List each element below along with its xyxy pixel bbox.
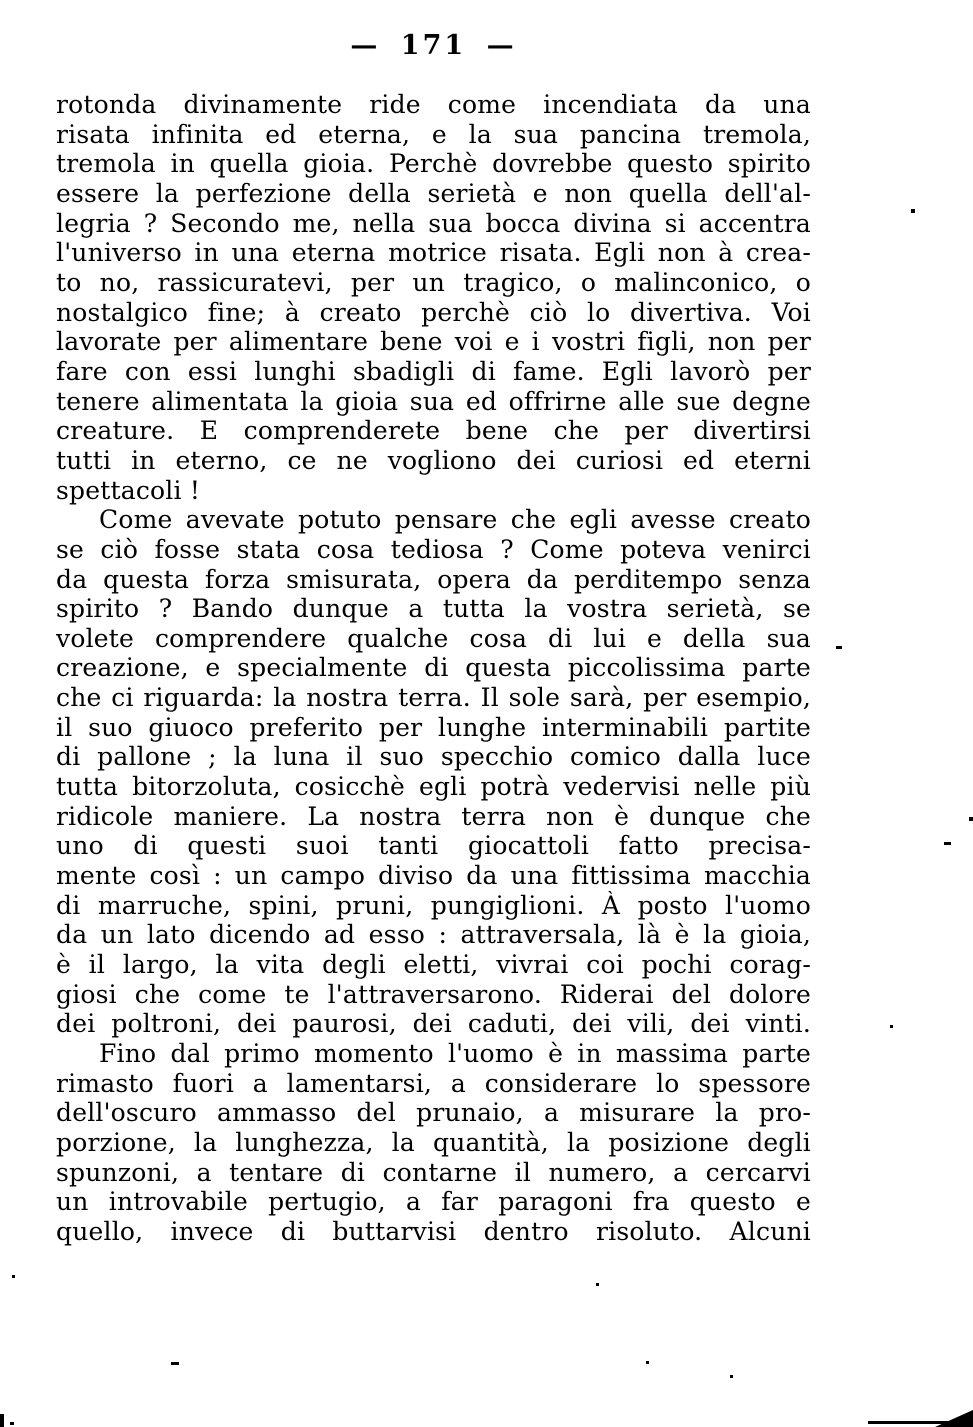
- text-line: spunzoni, a tentare di contarne il numero, a cercarvi: [56, 1157, 811, 1187]
- scan-artifact-bottom-line: [868, 1421, 973, 1424]
- scan-artifact-left-corner-dot: [10, 1422, 14, 1425]
- text-line: mente così : un campo diviso da una fittissima macchia: [56, 861, 811, 891]
- scan-artifact-speck: [596, 1283, 599, 1286]
- text-line: porzione, la lunghezza, la quantità, la posizione degli: [56, 1127, 811, 1157]
- text-line: che ci riguarda: la nostra terra. Il sole sarà, per esempio,: [56, 683, 811, 713]
- page-lines: [56, 90, 811, 1247]
- text-line: uno di questi suoi tanti giocattoli fatto precisa-: [56, 831, 811, 861]
- text-line: quello, invece di buttarvisi dentro risoluto. Alcuni: [56, 1216, 811, 1246]
- scan-artifact-corner-wedge: [935, 1410, 973, 1427]
- text-line: è il largo, la vita degli eletti, vivrai coi pochi corag-: [56, 950, 811, 980]
- scan-artifact-left-corner-bar: [0, 1414, 4, 1427]
- text-line: tutta bitorzoluta, cosicchè egli potrà vedervisi nelle più: [56, 772, 811, 802]
- text-line: se ciò fosse stata cosa tediosa ? Come poteva venirci: [56, 534, 811, 564]
- page-number: — 171 —: [350, 30, 517, 61]
- text-line: dell'oscuro ammasso del prunaio, a misurare la pro-: [56, 1098, 811, 1128]
- text-line: spirito ? Bando dunque a tutta la vostra serietà, se: [56, 594, 811, 624]
- text-line: Fino dal primo momento l'uomo è in massima parte: [99, 1039, 811, 1068]
- text-line: ridicole maniere. La nostra terra non è dunque che: [56, 801, 811, 831]
- text-line: nostalgico fine; à creato perchè ciò lo divertiva. Voi: [56, 297, 811, 327]
- text-line: to no, rassicuratevi, per un tragico, o malinconico, o: [56, 267, 811, 297]
- text-line: essere la perfezione della serietà e non quella dell'al-: [56, 178, 811, 208]
- text-line: dei poltroni, dei paurosi, dei caduti, dei vili, dei vinti.: [56, 1009, 811, 1039]
- scan-artifact-dash: [171, 1362, 179, 1365]
- text-line: lavorate per alimentare bene voi e i vostri figli, non per: [56, 327, 811, 357]
- text-line: Come avevate potuto pensare che egli avesse creato: [99, 505, 811, 535]
- scan-artifact-speck: [12, 1275, 15, 1278]
- scan-artifact-speck: [969, 817, 973, 821]
- text-line: risata infinita ed eterna, e la sua pancina tremola,: [56, 119, 811, 149]
- text-line: rimasto fuori a lamentarsi, a considerare lo spessore: [56, 1068, 811, 1098]
- text-line: tremola in quella gioia. Perchè dovrebbe questo spirito: [56, 149, 811, 179]
- text-line: volete comprendere qualche cosa di lui e della sua: [56, 623, 811, 653]
- text-line: da questa forza smisurata, opera da perditempo senza: [56, 564, 811, 594]
- text-line: tenere alimentata la gioia sua ed offrirne alle sue degne: [56, 386, 811, 416]
- text-line: creature. E comprenderete bene che per divertirsi: [56, 416, 811, 446]
- text-line: giosi che come te l'attraversarono. Riderai del dolore: [56, 979, 811, 1009]
- scan-artifact-speck: [836, 646, 842, 649]
- text-line: un introvabile pertugio, a far paragoni fra questo e: [56, 1187, 811, 1217]
- scan-artifact-speck: [944, 842, 951, 845]
- scan-artifact-speck: [911, 209, 915, 213]
- text-line: legria ? Secondo me, nella sua bocca divina si accentra: [56, 208, 811, 238]
- text-line: il suo giuoco preferito per lunghe interminabili partite: [56, 712, 811, 742]
- text-line: di pallone ; la luna il suo specchio comico dalla luce: [56, 742, 811, 772]
- text-line: di marruche, spini, pruni, pungiglioni. À posto l'uomo: [56, 890, 811, 920]
- text-line: tutti in eterno, ce ne vogliono dei curiosi ed eterni: [56, 445, 811, 475]
- text-line: rotonda divinamente ride come incendiata da una: [56, 90, 811, 119]
- text-line: l'universo in una eterna motrice risata. Egli non à crea-: [56, 238, 811, 268]
- scan-artifact-speck: [646, 1361, 649, 1364]
- text-line: creazione, e specialmente di questa piccolissima parte: [56, 653, 811, 683]
- text-line: fare con essi lunghi sbadigli di fame. Egli lavorò per: [56, 356, 811, 386]
- text-line: da un lato dicendo ad esso : attraversala, là è la gioia,: [56, 920, 811, 950]
- scan-artifact-speck: [730, 1375, 733, 1378]
- scan-artifact-speck: [890, 1025, 893, 1028]
- text-line: spettacoli !: [56, 475, 201, 505]
